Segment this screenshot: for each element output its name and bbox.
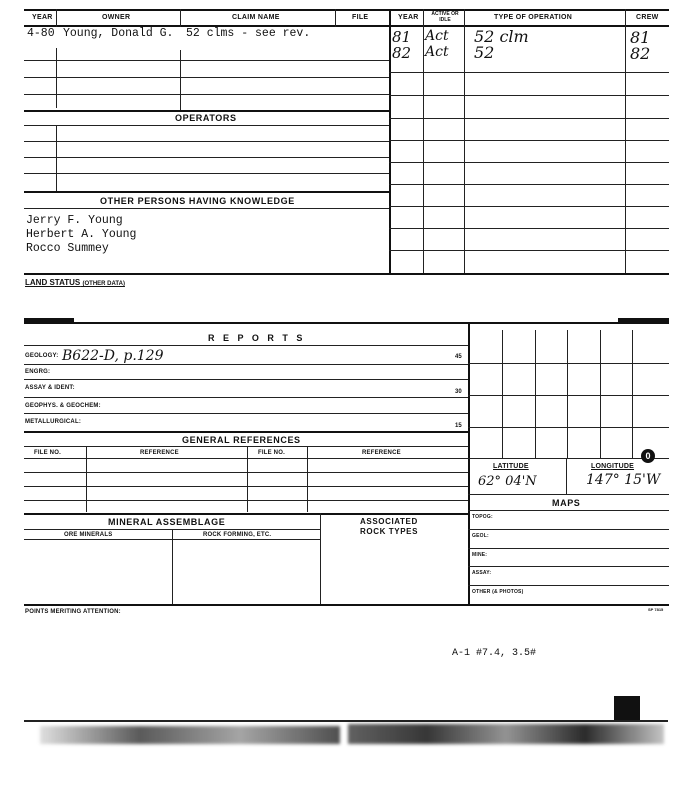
- gen-ref-col-reference-1: REFERENCE: [140, 450, 179, 456]
- associated-label: ASSOCIATED: [360, 517, 418, 526]
- op-row-1-crew: 81: [630, 28, 651, 47]
- other-persons-title: OTHER PERSONS HAVING KNOWLEDGE: [100, 196, 295, 206]
- rock-types-label: ROCK TYPES: [360, 527, 419, 536]
- header-type-of-operation: TYPE OF OPERATION: [494, 14, 573, 21]
- round-badge: 0: [641, 449, 655, 463]
- land-status-title: LAND STATUS (OTHER DATA): [25, 278, 125, 287]
- points-meriting-attention: POINTS MERITING ATTENTION:: [25, 609, 121, 615]
- report-value-geology: B622-D, p.129: [62, 348, 164, 364]
- owner-row-owner: Young, Donald G.: [63, 27, 174, 40]
- header-claim-name: CLAIM NAME: [232, 14, 280, 21]
- report-num-15: 15: [455, 423, 462, 429]
- header-file: FILE: [352, 14, 369, 21]
- general-references-title: GENERAL REFERENCES: [182, 435, 301, 445]
- scan-smudge-right: [348, 724, 664, 744]
- gen-ref-col-file-2: FILE NO.: [258, 450, 285, 456]
- latitude-value: 62° 04'N: [478, 474, 537, 489]
- header-year-2: YEAR: [398, 14, 419, 21]
- map-row-other: OTHER (& PHOTOS): [472, 589, 524, 595]
- report-num-45: 45: [455, 354, 462, 360]
- longitude-value: 147° 15'W: [586, 472, 661, 488]
- ore-minerals-label: ORE MINERALS: [64, 532, 113, 538]
- op-row-2-type: 52: [474, 43, 495, 62]
- bottom-note: A-1 #7.4, 3.5#: [452, 648, 537, 659]
- map-row-geol: GEOL:: [472, 533, 489, 539]
- form-number: SP 7815: [648, 607, 664, 612]
- report-num-30: 30: [455, 389, 462, 395]
- owner-row-year: 4-80: [27, 27, 55, 40]
- header-owner: OWNER: [102, 14, 131, 21]
- latitude-label: LATITUDE: [493, 463, 529, 470]
- reports-title: R E P O R T S: [208, 333, 306, 343]
- longitude-label: LONGITUDE: [591, 463, 635, 470]
- report-label-geophys: GEOPHYS. & GEOCHEM:: [25, 403, 101, 409]
- header-active-idle: ACTIVE OR IDLE: [431, 11, 459, 23]
- other-person-3: Rocco Summey: [26, 242, 109, 255]
- report-label-assay: ASSAY & IDENT:: [25, 385, 75, 391]
- report-label-metallurgical: METALLURGICAL:: [25, 419, 82, 425]
- header-crew: CREW: [636, 14, 659, 21]
- gen-ref-col-reference-2: REFERENCE: [362, 450, 401, 456]
- op-row-2-crew: 82: [630, 44, 651, 63]
- scan-smudge-left: [40, 726, 340, 744]
- op-row-2-year: 82: [392, 44, 412, 62]
- map-row-mine: MINE:: [472, 552, 488, 558]
- other-person-1: Jerry F. Young: [26, 214, 123, 227]
- map-row-assay: ASSAY:: [472, 570, 492, 576]
- other-person-2: Herbert A. Young: [26, 228, 137, 241]
- op-row-1-active: Act: [425, 28, 449, 44]
- report-label-engrg: ENGRG:: [25, 369, 51, 375]
- owner-row-claim: 52 clms - see rev.: [186, 27, 311, 40]
- maps-title: MAPS: [552, 498, 581, 508]
- op-row-1-type: 52 clm: [474, 27, 529, 46]
- map-row-topog: TOPOG:: [472, 514, 493, 520]
- gen-ref-col-file-1: FILE NO.: [34, 450, 61, 456]
- op-row-2-active: Act: [425, 44, 449, 60]
- mineral-assemblage-title: MINERAL ASSEMBLAGE: [108, 517, 226, 527]
- op-row-1-year: 81: [392, 28, 412, 46]
- report-label-geology: GEOLOGY:: [25, 353, 59, 359]
- rock-forming-label: ROCK FORMING, ETC.: [203, 532, 272, 538]
- operators-title: OPERATORS: [175, 113, 237, 123]
- registration-mark: [614, 696, 640, 722]
- header-year: YEAR: [32, 14, 53, 21]
